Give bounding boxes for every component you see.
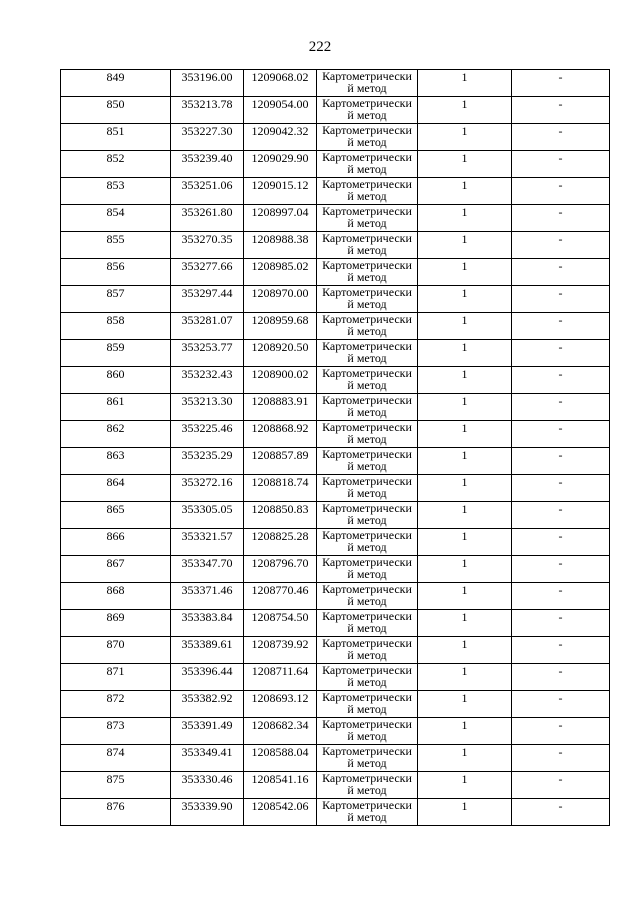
method-cell — [317, 691, 418, 718]
empty-value-cell: - — [512, 664, 610, 691]
point-number-cell: 872 — [61, 691, 171, 718]
empty-value-cell: - — [512, 556, 610, 583]
table-row — [61, 286, 610, 313]
y-coordinate-cell: 1208796.70 — [244, 556, 317, 583]
empty-value-cell: - — [512, 583, 610, 610]
method-cell — [317, 151, 418, 178]
point-number-cell: 859 — [61, 340, 171, 367]
table-row — [61, 259, 610, 286]
y-coordinate-cell: 1208682.34 — [244, 718, 317, 745]
quantity-cell: 1 — [418, 718, 512, 745]
method-text-line-1: Картометрически — [322, 177, 412, 191]
method-cell — [317, 583, 418, 610]
quantity-cell: 1 — [418, 664, 512, 691]
empty-value-cell: - — [512, 637, 610, 664]
method-text-line-1: Картометрически — [322, 285, 412, 299]
x-coordinate-cell: 353349.41 — [171, 745, 244, 772]
y-coordinate-cell: 1209015.12 — [244, 178, 317, 205]
point-number-cell: 850 — [61, 97, 171, 124]
method-cell — [317, 448, 418, 475]
point-number-cell: 869 — [61, 610, 171, 637]
method-text-line-1: Картометрически — [322, 528, 412, 542]
empty-value-cell: - — [512, 124, 610, 151]
method-text-line-1: Картометрически — [322, 474, 412, 488]
table-row — [61, 637, 610, 664]
quantity-cell: 1 — [418, 475, 512, 502]
empty-value-cell: - — [512, 502, 610, 529]
method-text-line-2: й метод — [347, 162, 387, 176]
method-text-line-1: Картометрически — [322, 123, 412, 137]
method-cell — [317, 97, 418, 124]
method-text-line-1: Картометрически — [322, 582, 412, 596]
y-coordinate-cell: 1208920.50 — [244, 340, 317, 367]
table-row — [61, 313, 610, 340]
point-number-cell: 865 — [61, 502, 171, 529]
method-text-line-2: й метод — [347, 729, 387, 743]
quantity-cell: 1 — [418, 232, 512, 259]
empty-value-cell: - — [512, 70, 610, 97]
method-text-line-2: й метод — [347, 243, 387, 257]
method-text-line-2: й метод — [347, 675, 387, 689]
quantity-cell: 1 — [418, 124, 512, 151]
x-coordinate-cell: 353196.00 — [171, 70, 244, 97]
y-coordinate-cell: 1209068.02 — [244, 70, 317, 97]
empty-value-cell: - — [512, 340, 610, 367]
x-coordinate-cell: 353227.30 — [171, 124, 244, 151]
method-cell — [317, 259, 418, 286]
method-text-line-1: Картометрически — [322, 717, 412, 731]
quantity-cell: 1 — [418, 799, 512, 826]
quantity-cell: 1 — [418, 97, 512, 124]
method-text-line-1: Картометрически — [322, 339, 412, 353]
method-text-line-1: Картометрически — [322, 501, 412, 515]
empty-value-cell: - — [512, 97, 610, 124]
quantity-cell: 1 — [418, 205, 512, 232]
x-coordinate-cell: 353277.66 — [171, 259, 244, 286]
empty-value-cell: - — [512, 232, 610, 259]
method-cell — [317, 799, 418, 826]
method-text-line-1: Картометрически — [322, 663, 412, 677]
method-text-line-2: й метод — [347, 810, 387, 824]
method-cell — [317, 529, 418, 556]
x-coordinate-cell: 353389.61 — [171, 637, 244, 664]
table-row — [61, 124, 610, 151]
quantity-cell: 1 — [418, 313, 512, 340]
x-coordinate-cell: 353347.70 — [171, 556, 244, 583]
quantity-cell: 1 — [418, 340, 512, 367]
quantity-cell: 1 — [418, 772, 512, 799]
empty-value-cell: - — [512, 529, 610, 556]
point-number-cell: 867 — [61, 556, 171, 583]
method-cell — [317, 313, 418, 340]
y-coordinate-cell: 1209042.32 — [244, 124, 317, 151]
point-number-cell: 866 — [61, 529, 171, 556]
y-coordinate-cell: 1208959.68 — [244, 313, 317, 340]
y-coordinate-cell: 1208985.02 — [244, 259, 317, 286]
point-number-cell: 864 — [61, 475, 171, 502]
method-text-line-1: Картометрически — [322, 690, 412, 704]
method-text-line-1: Картометрически — [322, 231, 412, 245]
x-coordinate-cell: 353305.05 — [171, 502, 244, 529]
method-text-line-2: й метод — [347, 432, 387, 446]
y-coordinate-cell: 1209029.90 — [244, 151, 317, 178]
method-text-line-2: й метод — [347, 783, 387, 797]
quantity-cell: 1 — [418, 691, 512, 718]
table-row — [61, 691, 610, 718]
method-text-line-1: Картометрически — [322, 258, 412, 272]
empty-value-cell: - — [512, 448, 610, 475]
point-number-cell: 855 — [61, 232, 171, 259]
quantity-cell: 1 — [418, 70, 512, 97]
x-coordinate-cell: 353281.07 — [171, 313, 244, 340]
method-text-line-1: Картометрически — [322, 393, 412, 407]
method-text-line-1: Картометрически — [322, 771, 412, 785]
method-text-line-2: й метод — [347, 378, 387, 392]
method-text-line-2: й метод — [347, 648, 387, 662]
x-coordinate-cell: 353213.30 — [171, 394, 244, 421]
method-cell — [317, 394, 418, 421]
method-cell — [317, 610, 418, 637]
y-coordinate-cell: 1208754.50 — [244, 610, 317, 637]
table-row — [61, 70, 610, 97]
method-cell — [317, 70, 418, 97]
method-text-line-1: Картометрически — [322, 447, 412, 461]
y-coordinate-cell: 1208693.12 — [244, 691, 317, 718]
method-text-line-2: й метод — [347, 702, 387, 716]
quantity-cell: 1 — [418, 637, 512, 664]
point-number-cell: 854 — [61, 205, 171, 232]
quantity-cell: 1 — [418, 286, 512, 313]
point-number-cell: 863 — [61, 448, 171, 475]
y-coordinate-cell: 1209054.00 — [244, 97, 317, 124]
method-cell — [317, 718, 418, 745]
x-coordinate-cell: 353270.35 — [171, 232, 244, 259]
table-row — [61, 340, 610, 367]
x-coordinate-cell: 353261.80 — [171, 205, 244, 232]
method-text-line-1: Картометрически — [322, 69, 412, 83]
y-coordinate-cell: 1208818.74 — [244, 475, 317, 502]
x-coordinate-cell: 353235.29 — [171, 448, 244, 475]
method-text-line-2: й метод — [347, 594, 387, 608]
point-number-cell: 852 — [61, 151, 171, 178]
point-number-cell: 874 — [61, 745, 171, 772]
table-row — [61, 421, 610, 448]
table-row — [61, 448, 610, 475]
x-coordinate-cell: 353239.40 — [171, 151, 244, 178]
method-text-line-2: й метод — [347, 135, 387, 149]
method-cell — [317, 286, 418, 313]
point-number-cell: 849 — [61, 70, 171, 97]
method-cell — [317, 421, 418, 448]
method-cell — [317, 502, 418, 529]
y-coordinate-cell: 1208883.91 — [244, 394, 317, 421]
empty-value-cell: - — [512, 151, 610, 178]
empty-value-cell: - — [512, 745, 610, 772]
quantity-cell: 1 — [418, 448, 512, 475]
quantity-cell: 1 — [418, 556, 512, 583]
x-coordinate-cell: 353225.46 — [171, 421, 244, 448]
x-coordinate-cell: 353251.06 — [171, 178, 244, 205]
method-cell — [317, 367, 418, 394]
method-cell — [317, 340, 418, 367]
method-text-line-2: й метод — [347, 270, 387, 284]
point-number-cell: 851 — [61, 124, 171, 151]
empty-value-cell: - — [512, 691, 610, 718]
x-coordinate-cell: 353382.92 — [171, 691, 244, 718]
table-row — [61, 205, 610, 232]
method-cell — [317, 745, 418, 772]
table-row — [61, 664, 610, 691]
table-row — [61, 610, 610, 637]
method-text-line-1: Картометрически — [322, 555, 412, 569]
method-text-line-2: й метод — [347, 513, 387, 527]
y-coordinate-cell: 1208739.92 — [244, 637, 317, 664]
quantity-cell: 1 — [418, 367, 512, 394]
empty-value-cell: - — [512, 718, 610, 745]
page-number: 222 — [308, 39, 332, 55]
quantity-cell: 1 — [418, 745, 512, 772]
point-number-cell: 876 — [61, 799, 171, 826]
quantity-cell: 1 — [418, 394, 512, 421]
point-number-cell: 853 — [61, 178, 171, 205]
table-row — [61, 529, 610, 556]
table-row — [61, 475, 610, 502]
y-coordinate-cell: 1208857.89 — [244, 448, 317, 475]
point-number-cell: 868 — [61, 583, 171, 610]
empty-value-cell: - — [512, 367, 610, 394]
method-cell — [317, 664, 418, 691]
table-row — [61, 367, 610, 394]
x-coordinate-cell: 353297.44 — [171, 286, 244, 313]
point-number-cell: 870 — [61, 637, 171, 664]
quantity-cell: 1 — [418, 502, 512, 529]
y-coordinate-cell: 1208541.16 — [244, 772, 317, 799]
method-text-line-2: й метод — [347, 459, 387, 473]
quantity-cell: 1 — [418, 583, 512, 610]
y-coordinate-cell: 1208825.28 — [244, 529, 317, 556]
method-cell — [317, 556, 418, 583]
coordinates-table-body — [61, 70, 610, 826]
y-coordinate-cell: 1208988.38 — [244, 232, 317, 259]
method-text-line-2: й метод — [347, 324, 387, 338]
method-cell — [317, 124, 418, 151]
empty-value-cell: - — [512, 205, 610, 232]
table-row — [61, 799, 610, 826]
quantity-cell: 1 — [418, 529, 512, 556]
empty-value-cell: - — [512, 772, 610, 799]
method-text-line-1: Картометрически — [322, 150, 412, 164]
method-text-line-2: й метод — [347, 189, 387, 203]
method-text-line-1: Картометрически — [322, 636, 412, 650]
method-text-line-2: й метод — [347, 540, 387, 554]
method-cell — [317, 772, 418, 799]
empty-value-cell: - — [512, 259, 610, 286]
point-number-cell: 873 — [61, 718, 171, 745]
method-cell — [317, 475, 418, 502]
table-row — [61, 232, 610, 259]
method-cell — [317, 637, 418, 664]
y-coordinate-cell: 1208900.02 — [244, 367, 317, 394]
method-cell — [317, 232, 418, 259]
table-row — [61, 718, 610, 745]
method-text-line-1: Картометрически — [322, 420, 412, 434]
point-number-cell: 875 — [61, 772, 171, 799]
x-coordinate-cell: 353339.90 — [171, 799, 244, 826]
x-coordinate-cell: 353272.16 — [171, 475, 244, 502]
table-row — [61, 745, 610, 772]
empty-value-cell: - — [512, 286, 610, 313]
method-text-line-2: й метод — [347, 486, 387, 500]
empty-value-cell: - — [512, 421, 610, 448]
y-coordinate-cell: 1208588.04 — [244, 745, 317, 772]
y-coordinate-cell: 1208542.06 — [244, 799, 317, 826]
method-text-line-2: й метод — [347, 216, 387, 230]
x-coordinate-cell: 353321.57 — [171, 529, 244, 556]
table-row — [61, 772, 610, 799]
method-text-line-1: Картометрически — [322, 798, 412, 812]
y-coordinate-cell: 1208868.92 — [244, 421, 317, 448]
point-number-cell: 871 — [61, 664, 171, 691]
y-coordinate-cell: 1208970.00 — [244, 286, 317, 313]
x-coordinate-cell: 353253.77 — [171, 340, 244, 367]
x-coordinate-cell: 353383.84 — [171, 610, 244, 637]
x-coordinate-cell: 353232.43 — [171, 367, 244, 394]
x-coordinate-cell: 353213.78 — [171, 97, 244, 124]
table-row — [61, 151, 610, 178]
method-text-line-2: й метод — [347, 351, 387, 365]
quantity-cell: 1 — [418, 421, 512, 448]
point-number-cell: 861 — [61, 394, 171, 421]
empty-value-cell: - — [512, 610, 610, 637]
quantity-cell: 1 — [418, 610, 512, 637]
empty-value-cell: - — [512, 799, 610, 826]
y-coordinate-cell: 1208850.83 — [244, 502, 317, 529]
x-coordinate-cell: 353330.46 — [171, 772, 244, 799]
empty-value-cell: - — [512, 313, 610, 340]
point-number-cell: 862 — [61, 421, 171, 448]
y-coordinate-cell: 1208770.46 — [244, 583, 317, 610]
x-coordinate-cell: 353396.44 — [171, 664, 244, 691]
quantity-cell: 1 — [418, 151, 512, 178]
method-text-line-1: Картометрически — [322, 744, 412, 758]
point-number-cell: 858 — [61, 313, 171, 340]
table-row — [61, 502, 610, 529]
empty-value-cell: - — [512, 178, 610, 205]
method-text-line-2: й метод — [347, 756, 387, 770]
method-text-line-2: й метод — [347, 81, 387, 95]
method-text-line-2: й метод — [347, 108, 387, 122]
x-coordinate-cell: 353391.49 — [171, 718, 244, 745]
method-text-line-1: Картометрически — [322, 96, 412, 110]
table-row — [61, 556, 610, 583]
point-number-cell: 857 — [61, 286, 171, 313]
empty-value-cell: - — [512, 394, 610, 421]
table-row — [61, 394, 610, 421]
point-number-cell: 860 — [61, 367, 171, 394]
method-text-line-2: й метод — [347, 567, 387, 581]
method-text-line-2: й метод — [347, 621, 387, 635]
method-text-line-1: Картометрически — [322, 366, 412, 380]
method-text-line-1: Картометрически — [322, 609, 412, 623]
table-row — [61, 583, 610, 610]
y-coordinate-cell: 1208997.04 — [244, 205, 317, 232]
method-text-line-2: й метод — [347, 297, 387, 311]
point-number-cell: 856 — [61, 259, 171, 286]
method-cell — [317, 205, 418, 232]
quantity-cell: 1 — [418, 178, 512, 205]
method-text-line-2: й метод — [347, 405, 387, 419]
x-coordinate-cell: 353371.46 — [171, 583, 244, 610]
coordinates-table — [60, 69, 610, 826]
method-text-line-1: Картометрически — [322, 312, 412, 326]
method-cell — [317, 178, 418, 205]
empty-value-cell: - — [512, 475, 610, 502]
method-text-line-1: Картометрически — [322, 204, 412, 218]
quantity-cell: 1 — [418, 259, 512, 286]
table-row — [61, 178, 610, 205]
table-row — [61, 97, 610, 124]
y-coordinate-cell: 1208711.64 — [244, 664, 317, 691]
